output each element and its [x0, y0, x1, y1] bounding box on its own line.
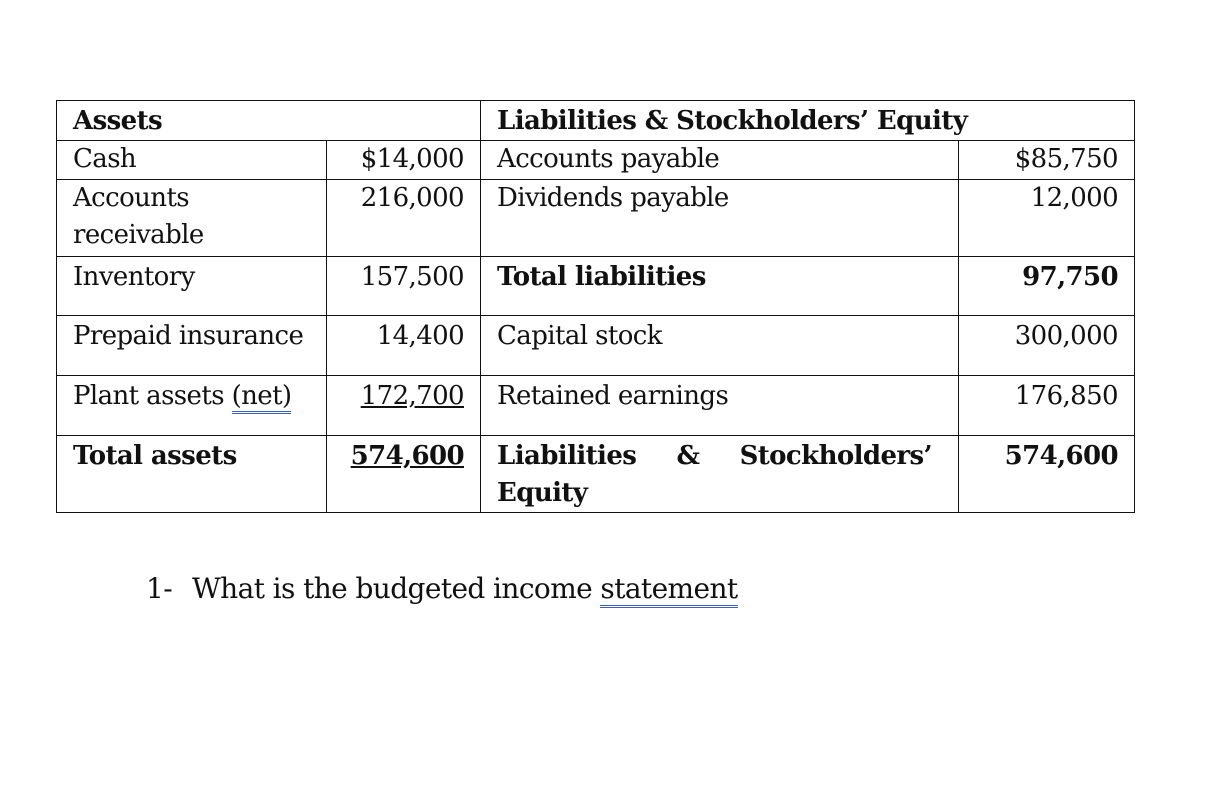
total-assets-value-underlined: 574,600 [350, 441, 465, 471]
asset-value: 216,000 [327, 180, 481, 257]
table-row [57, 141, 1135, 180]
total-le-word1: Liabilities [497, 441, 637, 471]
table-row [57, 257, 1135, 316]
total-le-word3: Stockholders’ [739, 441, 932, 471]
liability-value: 176,850 [959, 376, 1135, 436]
asset-value [327, 376, 481, 436]
asset-label [57, 376, 327, 436]
liabilities-equity-header [481, 101, 1135, 141]
total-le-word2: & [676, 441, 700, 471]
total-assets-value [327, 436, 481, 513]
question-text-underlined: statement [600, 572, 737, 608]
table-row [57, 316, 1135, 376]
table-row [57, 436, 1135, 513]
asset-label: Prepaid insurance [57, 316, 327, 376]
table-header-row [57, 101, 1135, 141]
table-row [57, 376, 1135, 436]
assets-header-label: Assets [73, 106, 163, 136]
liability-label: Capital stock [481, 316, 959, 376]
asset-label-underlined: (net) [232, 381, 292, 414]
question-1 [146, 569, 738, 609]
liabilities-equity-header-label: Liabilities & Stockholders’ Equity [497, 106, 968, 136]
liability-value: 12,000 [959, 180, 1135, 257]
asset-label: Inventory [57, 257, 327, 316]
asset-label: Cash [57, 141, 327, 180]
table-row [57, 180, 1135, 257]
asset-value: $14,000 [327, 141, 481, 180]
liability-value: $85,750 [959, 141, 1135, 180]
total-liabilities-equity-line2: Equity [497, 478, 588, 508]
balance-sheet-table [56, 100, 1135, 513]
asset-label: Accounts receivable [57, 180, 327, 257]
total-liabilities-value: 97,750 [959, 257, 1135, 316]
liability-value: 300,000 [959, 316, 1135, 376]
total-assets-label: Total assets [57, 436, 327, 513]
liability-label: Retained earnings [481, 376, 959, 436]
question-number: 1- [146, 572, 173, 605]
asset-value: 14,400 [327, 316, 481, 376]
assets-header [57, 101, 481, 141]
question-text: What is the budgeted income [192, 572, 601, 605]
total-liabilities-equity-line1 [497, 438, 942, 475]
total-liabilities-label: Total liabilities [481, 257, 959, 316]
asset-value-underlined: 172,700 [360, 381, 465, 411]
liability-label: Accounts payable [481, 141, 959, 180]
total-liabilities-equity-label [481, 436, 959, 513]
total-liabilities-equity-value: 574,600 [959, 436, 1135, 513]
asset-label-main: Plant assets [73, 381, 232, 411]
asset-value: 157,500 [327, 257, 481, 316]
liability-label: Dividends payable [481, 180, 959, 257]
balance-sheet [56, 100, 1134, 508]
